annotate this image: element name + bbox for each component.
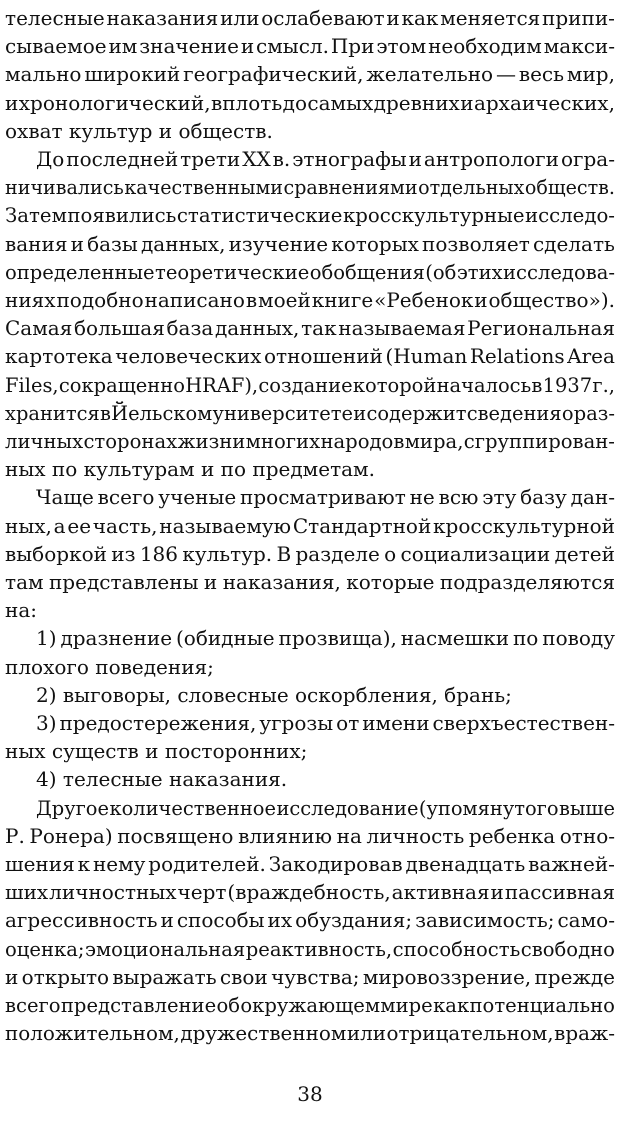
text-line	[5, 88, 615, 118]
word: припи-	[542, 6, 615, 30]
text-line	[5, 200, 615, 230]
word: университете	[212, 400, 354, 425]
word: До	[36, 147, 65, 171]
word: представление	[60, 993, 217, 1017]
word: ребенка	[468, 823, 556, 848]
word: культур.	[182, 541, 273, 566]
word: и	[152, 118, 173, 143]
word: двенадцать	[405, 852, 526, 876]
word: широкий	[84, 62, 181, 87]
word: посвящено	[117, 823, 234, 848]
text-line	[5, 962, 615, 992]
word: подразделяются	[439, 570, 615, 594]
word: телесные	[5, 6, 105, 30]
word: плохого	[5, 654, 89, 679]
word: ных,	[5, 513, 52, 538]
word: содержит	[366, 400, 467, 425]
word: сверхъестествен-	[432, 711, 615, 735]
word: Р.	[5, 823, 25, 848]
word: 1937	[542, 372, 593, 397]
word: обобщения	[309, 259, 425, 284]
word: общество»).	[488, 288, 615, 312]
word: реактивность,	[245, 936, 393, 961]
text-line	[36, 144, 615, 174]
word: в	[531, 372, 543, 397]
word: прежде	[534, 964, 615, 989]
word: выборкой	[5, 541, 107, 566]
word: Другое	[36, 795, 109, 820]
word: мир,	[566, 62, 615, 87]
word: мире	[380, 993, 433, 1017]
word: об	[216, 993, 241, 1017]
word: этих	[456, 259, 503, 284]
word: и	[160, 908, 174, 933]
word: которые	[346, 570, 435, 594]
word: появились	[67, 203, 177, 228]
text-line	[5, 229, 615, 259]
word: поводу	[542, 626, 615, 651]
word: раз-	[573, 400, 615, 425]
word: началось	[436, 372, 532, 397]
text-line	[5, 934, 615, 964]
word: ших	[5, 880, 49, 905]
word: сываемое	[5, 34, 107, 59]
word: наказания,	[222, 570, 341, 594]
text-line	[5, 539, 615, 569]
word: (обидные	[175, 626, 275, 651]
word: ее	[67, 513, 92, 538]
word: человеческих	[115, 344, 262, 369]
word: ных	[5, 457, 46, 482]
word: дразнение	[60, 626, 173, 651]
text-line	[5, 877, 615, 907]
text-line	[5, 59, 615, 89]
word: насмешки	[400, 626, 510, 651]
word: посторонних;	[158, 739, 308, 764]
word: личность	[366, 823, 465, 848]
word: способы	[176, 908, 265, 933]
word: Самая	[5, 316, 73, 341]
word: исследо-	[524, 203, 615, 228]
word: огра-	[560, 147, 615, 171]
word: а	[53, 513, 66, 538]
word: сгруппирован-	[463, 429, 615, 453]
word: выражать	[112, 964, 217, 989]
word: предметам.	[246, 457, 375, 482]
word: мировоззрение,	[362, 964, 532, 989]
word: свои	[219, 964, 268, 989]
word: 4)	[36, 767, 57, 792]
word: поведения;	[88, 654, 214, 679]
word: эмоциональная	[84, 936, 246, 961]
text-line	[5, 595, 37, 625]
word: свободно	[520, 936, 615, 961]
word: и	[474, 288, 488, 312]
word: вплоть	[210, 90, 283, 115]
word: до	[282, 90, 307, 115]
word: отношений	[263, 344, 383, 369]
word: значение	[139, 34, 239, 59]
word: всего	[97, 485, 155, 510]
word: последней	[66, 147, 179, 171]
word: многих	[245, 429, 321, 453]
word: Стандартной	[292, 513, 432, 538]
word: весь	[518, 62, 565, 87]
word: обуздания;	[295, 908, 413, 933]
word: меняется	[440, 6, 541, 30]
word: эту	[482, 485, 517, 510]
word: не	[409, 485, 435, 510]
word: как	[401, 6, 439, 30]
word: всю	[438, 485, 479, 510]
word: охват	[5, 118, 63, 143]
word: и	[5, 90, 19, 115]
word: потенциально	[469, 993, 615, 1017]
word: шения	[5, 852, 75, 876]
word: самых	[307, 90, 374, 115]
word: архаических,	[473, 90, 615, 115]
word: «Ребенок	[374, 288, 474, 312]
word: картотека	[5, 344, 113, 369]
word: детей	[554, 541, 615, 566]
word: В	[276, 541, 292, 566]
word: сокращенно	[58, 372, 185, 397]
word: Relations	[469, 344, 565, 369]
word: выговоры,	[56, 682, 171, 707]
word: отно-	[559, 823, 615, 848]
word: по	[512, 626, 539, 651]
word: как	[433, 993, 470, 1017]
word: мира,	[404, 429, 464, 453]
word: сведения	[466, 400, 562, 425]
word: или	[346, 1021, 387, 1046]
word: кросскультурной	[433, 513, 615, 538]
text-line	[5, 3, 615, 33]
word: личных	[5, 429, 84, 453]
word: и	[5, 964, 19, 989]
text-line	[5, 313, 615, 343]
word: —	[495, 62, 516, 87]
word: Чаще	[36, 485, 94, 510]
word: антропологи	[423, 147, 559, 171]
word: база	[166, 316, 214, 341]
word: зависимость;	[415, 908, 555, 933]
word: XX	[242, 147, 271, 171]
word: древних	[373, 90, 460, 115]
word: называемую	[159, 513, 292, 538]
word: социализации	[400, 541, 551, 566]
word: макси-	[543, 34, 615, 59]
text-line	[5, 285, 615, 315]
word: отрицательном,	[386, 1021, 554, 1046]
text-line	[5, 905, 615, 935]
word: и	[490, 880, 504, 905]
text-line	[5, 116, 273, 146]
word: которой	[352, 372, 437, 397]
text-line	[5, 454, 375, 484]
word: окружающем	[240, 993, 381, 1017]
word: качественными	[124, 175, 284, 200]
word: угрозы	[259, 711, 334, 735]
word: (враждебность,	[227, 880, 391, 905]
word: создание	[258, 372, 353, 397]
word: на	[336, 823, 362, 848]
word: само-	[557, 908, 615, 933]
text-line	[36, 680, 512, 710]
word: вания	[5, 231, 68, 256]
text-line	[5, 370, 615, 400]
word: открыто	[21, 964, 110, 989]
word: Закодировав	[268, 852, 403, 876]
word: о	[561, 400, 574, 425]
word: Ронера)	[29, 823, 113, 848]
word: 186	[139, 541, 178, 566]
word: способность	[392, 936, 521, 961]
word: Региональная	[467, 316, 615, 341]
word: изучение	[228, 231, 329, 256]
word: этнографы	[292, 147, 407, 171]
text-line	[36, 764, 287, 794]
word: 3)	[36, 711, 57, 735]
text-line	[5, 341, 615, 371]
text-line	[36, 482, 615, 512]
word: чувства;	[271, 964, 360, 989]
word: в	[99, 400, 111, 425]
word: родителей.	[148, 852, 266, 876]
word: из	[111, 541, 136, 566]
word: ослабевают	[261, 6, 385, 30]
word: к	[77, 852, 91, 876]
text-line	[5, 567, 615, 597]
word: и	[240, 34, 255, 59]
word: Йельском	[111, 400, 213, 425]
word: географический,	[183, 62, 364, 87]
word: 2)	[36, 682, 57, 707]
word: хронологический,	[18, 90, 211, 115]
word: трети	[180, 147, 241, 171]
text-line	[5, 990, 615, 1020]
word: активная	[391, 880, 490, 905]
word: жизни	[177, 429, 246, 453]
word: смысл.	[256, 34, 329, 59]
text-line	[5, 398, 615, 428]
word: и	[408, 147, 422, 171]
word: и	[203, 570, 218, 594]
word: от	[336, 711, 360, 735]
word: имени	[362, 711, 430, 735]
word: просматривают	[240, 485, 406, 510]
word: необходим	[428, 34, 542, 59]
word: (упомянутого	[418, 795, 559, 820]
word: агрессивность	[5, 908, 158, 933]
word: прозвища),	[278, 626, 397, 651]
word: дан-	[570, 485, 615, 510]
word: наказания	[106, 6, 219, 30]
word: 1)	[36, 626, 57, 651]
word: разделе	[295, 541, 380, 566]
word: желательно	[366, 62, 494, 87]
word: При	[330, 34, 375, 59]
word: дружественном	[180, 1021, 347, 1046]
word: и	[138, 739, 159, 764]
word: о	[384, 541, 397, 566]
word: народов	[320, 429, 405, 453]
word: часть,	[92, 513, 158, 538]
word: Area	[567, 344, 615, 369]
word: существ	[45, 739, 139, 764]
word: оскорбления,	[288, 682, 438, 707]
word: пассивная	[504, 880, 615, 905]
word: определенные	[5, 259, 155, 284]
word: или	[220, 6, 260, 30]
word: им	[108, 34, 138, 59]
word: (Human	[385, 344, 468, 369]
word: которых	[331, 231, 419, 256]
word: количественное	[109, 795, 276, 820]
word: и	[460, 90, 474, 115]
word: HRAF),	[185, 372, 259, 397]
word: культурам	[77, 457, 195, 482]
word: базу	[520, 485, 567, 510]
text-line	[36, 623, 615, 653]
word: базы	[87, 231, 138, 256]
word: сторонах	[83, 429, 178, 453]
word: всего	[5, 993, 61, 1017]
word: на:	[5, 598, 37, 623]
text-line	[36, 708, 615, 738]
word: там	[5, 570, 44, 594]
word: положительном,	[5, 1021, 180, 1046]
word: этом	[376, 34, 427, 59]
word: (об	[425, 259, 457, 284]
text-line	[5, 652, 214, 682]
word: так	[301, 316, 337, 341]
word: г.,	[592, 372, 615, 397]
text-line	[5, 736, 307, 766]
word: исследова-	[503, 259, 615, 284]
word: словесные	[170, 682, 289, 707]
word: в	[245, 288, 258, 312]
word: в.	[272, 147, 291, 171]
word: Затем	[5, 203, 67, 228]
word: ниях	[5, 288, 56, 312]
word: большая	[74, 316, 165, 341]
word: ученые	[158, 485, 237, 510]
word: обществ.	[524, 175, 615, 200]
word: личностных	[49, 880, 177, 905]
text-line	[5, 849, 615, 879]
page-number: 38	[297, 1082, 323, 1106]
word: написано	[144, 288, 245, 312]
word: оценка;	[5, 936, 85, 961]
word: черт	[177, 880, 227, 905]
word: позволяет	[422, 231, 530, 256]
word: и	[386, 6, 400, 30]
word: подобно	[56, 288, 144, 312]
text-line	[36, 793, 615, 823]
word: называемая	[338, 316, 466, 341]
word: ных	[5, 739, 46, 764]
word: влиянию	[238, 823, 333, 848]
word: сравнениями	[283, 175, 418, 200]
word: данных,	[140, 231, 226, 256]
word: сделать	[532, 231, 615, 256]
word: брань;	[437, 682, 512, 707]
word: Files,	[5, 372, 59, 397]
word: данных,	[214, 316, 300, 341]
word: по	[45, 457, 78, 482]
word: предостережения,	[59, 711, 257, 735]
word: хранится	[5, 400, 100, 425]
word: телесные	[56, 767, 163, 792]
word: кросскультурные	[342, 203, 525, 228]
text-line	[5, 821, 615, 851]
word: по	[214, 457, 247, 482]
word: книге	[311, 288, 374, 312]
text-line	[5, 172, 615, 202]
word: важней-	[528, 852, 615, 876]
text-line	[5, 31, 615, 61]
text-line	[5, 426, 615, 456]
word: статистические	[176, 203, 343, 228]
text-line	[5, 1018, 615, 1048]
word: обществ.	[172, 118, 273, 143]
word: ничивались	[5, 175, 124, 200]
word: наказания.	[162, 767, 288, 792]
word: нему	[92, 852, 146, 876]
word: и	[353, 400, 367, 425]
word: и	[194, 457, 215, 482]
word: их	[267, 908, 293, 933]
word: культур	[62, 118, 153, 143]
word: враж-	[554, 1021, 615, 1046]
word: моей	[258, 288, 311, 312]
word: теоретические	[155, 259, 310, 284]
word: мально	[5, 62, 82, 87]
word: и	[70, 231, 84, 256]
text-line	[5, 511, 615, 541]
word: представлены	[48, 570, 199, 594]
text-line	[5, 257, 615, 287]
word: отдельных	[418, 175, 525, 200]
word: исследование	[276, 795, 419, 820]
word: выше	[559, 795, 615, 820]
